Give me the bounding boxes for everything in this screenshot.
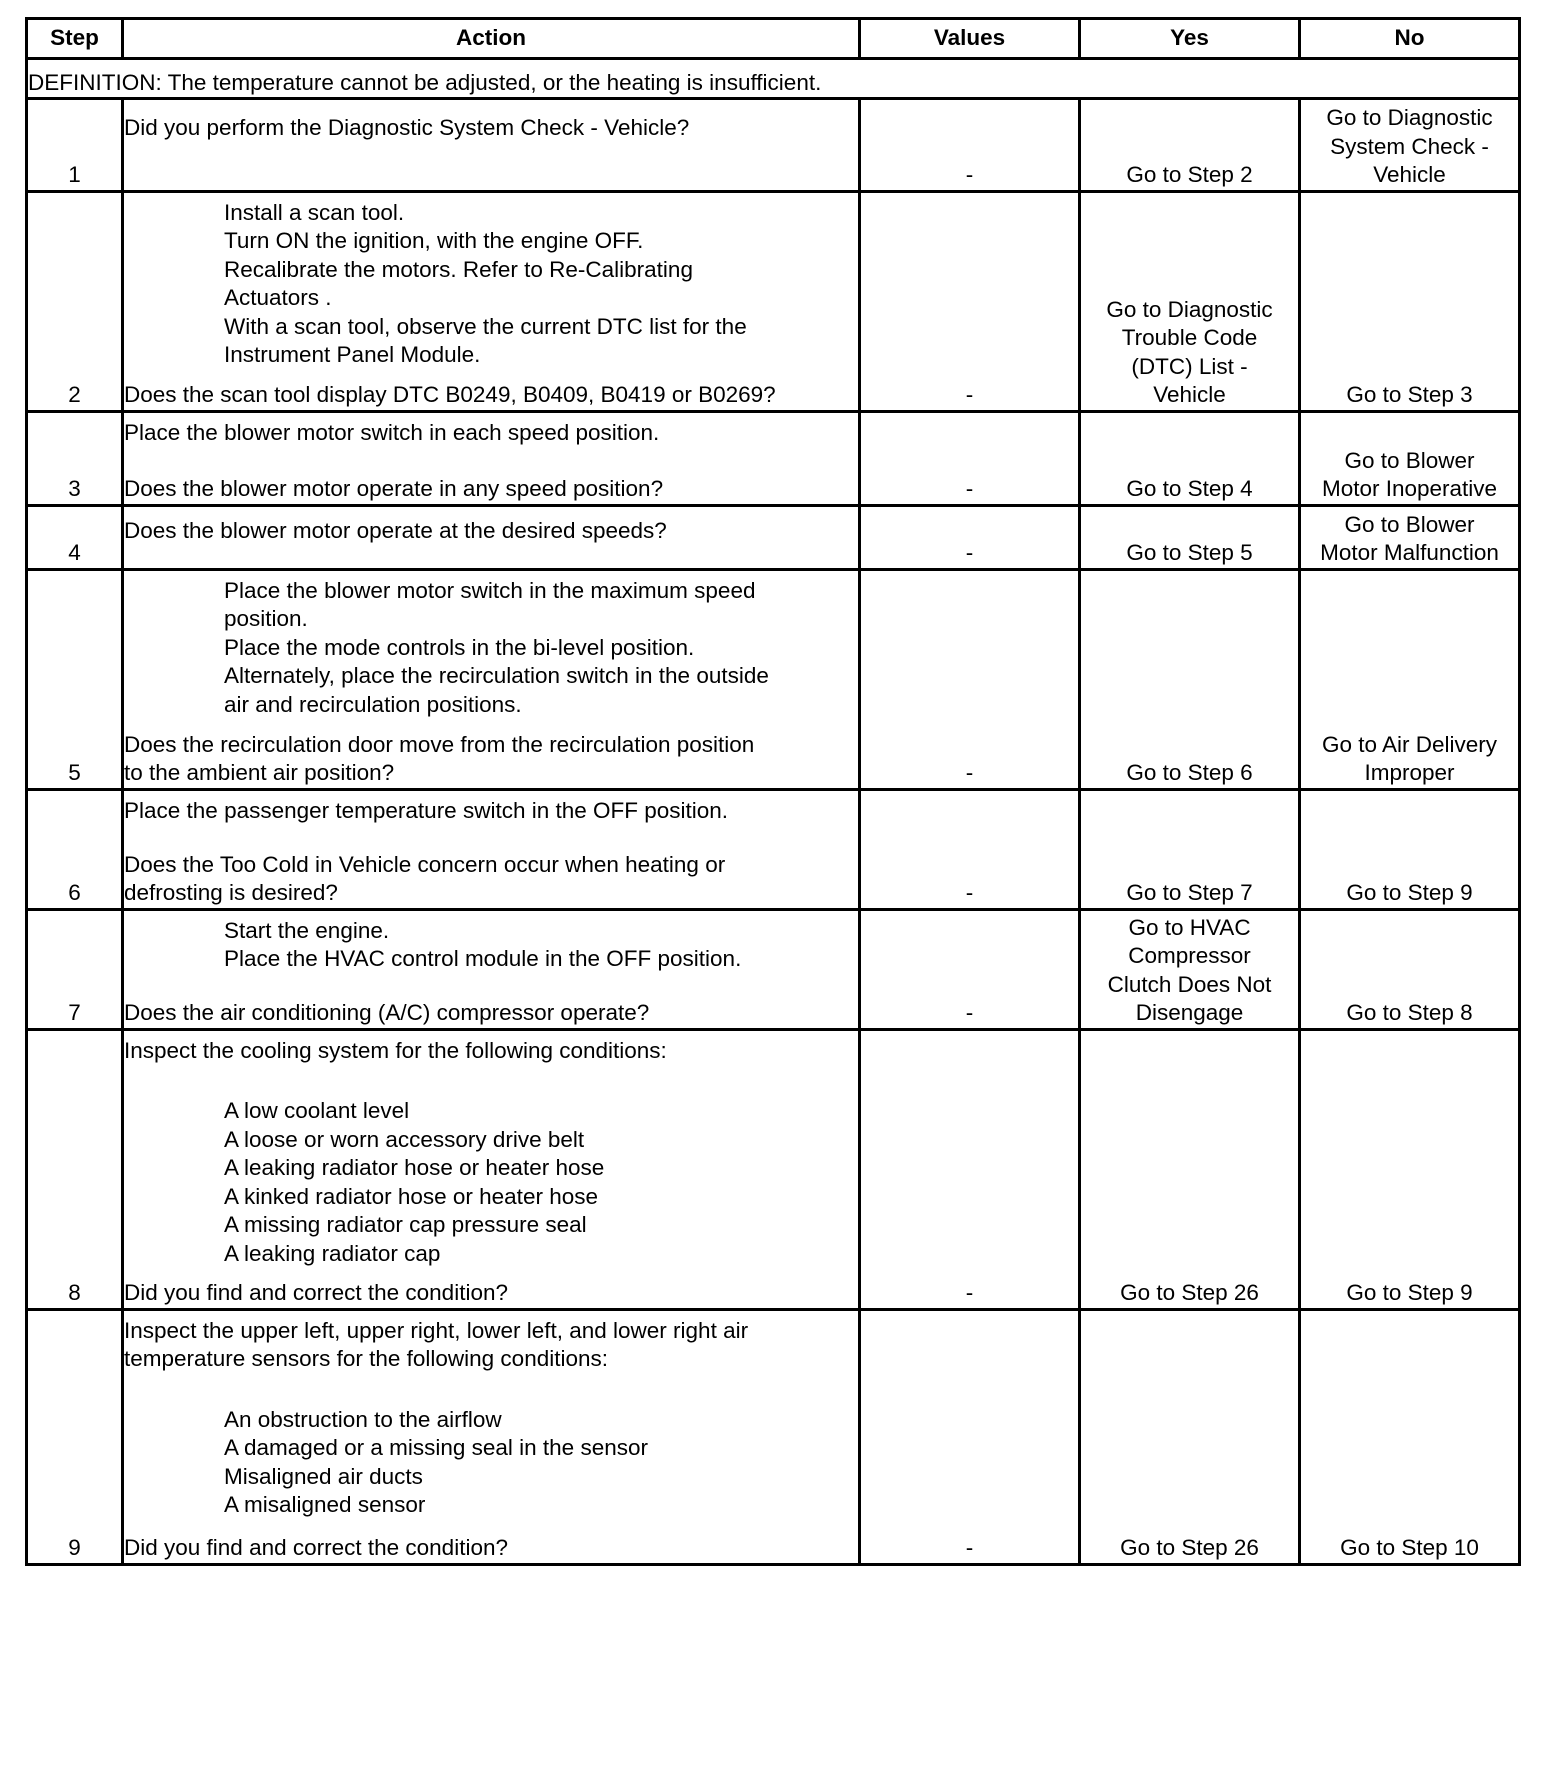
action-question-line: Does the Too Cold in Vehicle concern occur when heating or [124, 851, 726, 877]
step-row [27, 505, 1520, 569]
yes-result-line: Go to HVAC [1128, 914, 1251, 940]
action-intro [124, 1313, 858, 1374]
action-step-item: A loose or worn accessory drive belt [224, 1126, 585, 1152]
no-result-line: Go to Diagnostic [1326, 105, 1493, 130]
action-steps-list [124, 1374, 858, 1520]
yes-result-line: Compressor [1128, 943, 1251, 968]
step-number: 8 [27, 1029, 123, 1309]
action-intro [124, 513, 858, 546]
yes-result-line: Go to Step 2 [1126, 162, 1253, 187]
header-action: Action [123, 19, 860, 59]
action-question-line: to the ambient air position? [124, 760, 395, 785]
step-row [27, 1029, 1520, 1309]
no-result [1300, 505, 1520, 569]
yes-result-line: Go to Step 26 [1120, 1280, 1259, 1305]
step-row [27, 909, 1520, 1029]
no-result-line: Go to Blower [1344, 447, 1475, 473]
header-step: Step [27, 19, 123, 59]
action-question-line: Does the air conditioning (A/C) compressor operate? [124, 1000, 650, 1025]
yes-result [1080, 909, 1300, 1029]
step-row [27, 1309, 1520, 1564]
yes-result-line: Disengage [1135, 1000, 1244, 1025]
no-result-line: Go to Air Delivery [1321, 731, 1498, 757]
no-result [1300, 99, 1520, 192]
action-question [124, 731, 858, 788]
yes-result-line: Go to Step 6 [1126, 760, 1253, 785]
action-question-line: Did you find and correct the condition? [124, 1280, 508, 1305]
action-cell [123, 789, 860, 909]
action-steps-list [124, 913, 858, 974]
step-number: 4 [27, 505, 123, 569]
step-row [27, 99, 1520, 192]
action-step-item: Start the engine. [224, 917, 390, 943]
action-question-line: defrosting is desired? [124, 880, 338, 905]
no-result-line: Vehicle [1373, 162, 1446, 187]
no-result [1300, 191, 1520, 411]
yes-result [1080, 789, 1300, 909]
yes-result-line: (DTC) List - [1131, 353, 1248, 379]
action-question [124, 381, 858, 410]
definition-text: DEFINITION: The temperature cannot be adjusted, or the heating is insufficient. [27, 59, 1520, 99]
action-cell [123, 99, 860, 192]
action-cell [123, 1309, 860, 1564]
action-question [124, 1279, 858, 1308]
no-result [1300, 1309, 1520, 1564]
yes-result-line: Go to Step 7 [1126, 880, 1253, 905]
action-intro-line: Did you perform the Diagnostic System Check - Vehicle? [124, 114, 690, 140]
step-number: 6 [27, 789, 123, 909]
yes-result-line: Go to Step 5 [1126, 540, 1253, 565]
no-result [1300, 411, 1520, 505]
action-cell [123, 191, 860, 411]
step-number: 7 [27, 909, 123, 1029]
values-cell: - [860, 191, 1080, 411]
action-step-item: A low coolant level [224, 1098, 410, 1123]
diagnostic-table [25, 17, 1521, 1566]
step-row [27, 191, 1520, 411]
step-row [27, 411, 1520, 505]
action-step-item: With a scan tool, observe the current DTC list for the [224, 313, 747, 339]
step-number: 2 [27, 191, 123, 411]
action-question-line: Does the scan tool display DTC B0249, B0409, B0419 or B0269? [124, 382, 776, 407]
values-cell: - [860, 505, 1080, 569]
action-step-item: An obstruction to the airflow [224, 1406, 502, 1432]
values-cell: - [860, 909, 1080, 1029]
action-step-item: A damaged or a missing seal in the sensor [224, 1435, 648, 1460]
no-result-line: Go to Blower [1344, 511, 1475, 537]
yes-result-line: Trouble Code [1121, 325, 1258, 350]
action-step-item: Alternately, place the recirculation switch in the outside [224, 663, 769, 688]
yes-result-line: Clutch Does Not [1107, 971, 1272, 997]
action-intro-line: Does the blower motor operate at the desired speeds? [124, 517, 667, 543]
action-step-item: Instrument Panel Module. [224, 342, 481, 367]
no-result-line: System Check - [1330, 133, 1489, 159]
no-result [1300, 569, 1520, 789]
action-intro-line: temperature sensors for the following conditions: [124, 1346, 609, 1371]
step-row [27, 569, 1520, 789]
yes-result-line: Vehicle [1153, 382, 1226, 407]
action-question-line: Does the blower motor operate in any speed position? [124, 476, 664, 501]
action-cell [123, 569, 860, 789]
no-result-line: Motor Inoperative [1321, 476, 1498, 501]
step-number: 1 [27, 99, 123, 192]
values-cell: - [860, 789, 1080, 909]
action-step-item: Install a scan tool. [224, 199, 405, 225]
no-result [1300, 1029, 1520, 1309]
action-step-item: Recalibrate the motors. Refer to Re-Calibrating [224, 256, 693, 282]
action-step-item: air and recirculation positions. [224, 691, 522, 717]
action-steps-list [124, 573, 858, 720]
action-steps-list [124, 1065, 858, 1268]
action-step-item: Place the HVAC control module in the OFF position. [224, 946, 742, 971]
action-cell [123, 909, 860, 1029]
no-result [1300, 909, 1520, 1029]
step-number: 9 [27, 1309, 123, 1564]
header-row [27, 19, 1520, 59]
yes-result [1080, 505, 1300, 569]
yes-result [1080, 1309, 1300, 1564]
values-cell: - [860, 1309, 1080, 1564]
action-question [124, 475, 858, 504]
values-cell: - [860, 411, 1080, 505]
values-cell: - [860, 1029, 1080, 1309]
step-row [27, 789, 1520, 909]
action-question [124, 999, 858, 1028]
action-intro [124, 415, 858, 448]
action-intro-line: Inspect the upper left, upper right, lower left, and lower right air [124, 1317, 749, 1343]
yes-result-line: Go to Step 26 [1120, 1535, 1259, 1560]
yes-result [1080, 191, 1300, 411]
action-intro-line: Place the passenger temperature switch in the OFF position. [124, 797, 729, 823]
yes-result-line: Go to Step 4 [1126, 476, 1253, 501]
action-intro-line: Inspect the cooling system for the following conditions: [124, 1037, 667, 1063]
values-cell: - [860, 99, 1080, 192]
action-steps-list [124, 195, 858, 370]
action-cell [123, 1029, 860, 1309]
no-result-line: Go to Step 10 [1340, 1535, 1479, 1560]
action-step-item: Actuators . [224, 285, 332, 310]
step-number: 3 [27, 411, 123, 505]
action-step-item: Place the blower motor switch in the maximum speed [224, 577, 756, 603]
action-step-item: Turn ON the ignition, with the engine OFF. [224, 228, 644, 253]
action-step-item: A leaking radiator cap [224, 1240, 441, 1266]
definition-row [27, 59, 1520, 99]
action-question [124, 851, 858, 908]
no-result-line: Go to Step 3 [1346, 382, 1473, 407]
action-question-line: Does the recirculation door move from the recirculation position [124, 731, 755, 757]
action-step-item: A misaligned sensor [224, 1492, 426, 1517]
action-question [124, 1534, 858, 1563]
action-intro-line: Place the blower motor switch in each speed position. [124, 419, 660, 445]
header-no: No [1300, 19, 1520, 59]
no-result-line: Motor Malfunction [1320, 540, 1499, 565]
action-step-item: Place the mode controls in the bi-level position. [224, 634, 695, 660]
action-step-item: A missing radiator cap pressure seal [224, 1212, 587, 1237]
yes-result-line: Go to Diagnostic [1106, 296, 1273, 322]
yes-result [1080, 569, 1300, 789]
action-question-line: Did you find and correct the condition? [124, 1535, 508, 1560]
yes-result [1080, 99, 1300, 192]
step-number: 5 [27, 569, 123, 789]
action-step-item: A leaking radiator hose or heater hose [224, 1155, 605, 1180]
no-result-line: Go to Step 9 [1346, 880, 1473, 905]
yes-result [1080, 1029, 1300, 1309]
action-intro [124, 110, 858, 143]
action-intro [124, 793, 858, 826]
action-step-item: A kinked radiator hose or heater hose [224, 1183, 598, 1209]
no-result-line: Go to Step 8 [1346, 1000, 1473, 1025]
header-values: Values [860, 19, 1080, 59]
action-cell [123, 505, 860, 569]
yes-result [1080, 411, 1300, 505]
no-result-line: Improper [1364, 760, 1455, 785]
action-cell [123, 411, 860, 505]
action-step-item: Misaligned air ducts [224, 1463, 423, 1489]
action-intro [124, 1033, 858, 1066]
no-result [1300, 789, 1520, 909]
values-cell: - [860, 569, 1080, 789]
no-result-line: Go to Step 9 [1346, 1280, 1473, 1305]
action-step-item: position. [224, 606, 308, 631]
header-yes: Yes [1080, 19, 1300, 59]
